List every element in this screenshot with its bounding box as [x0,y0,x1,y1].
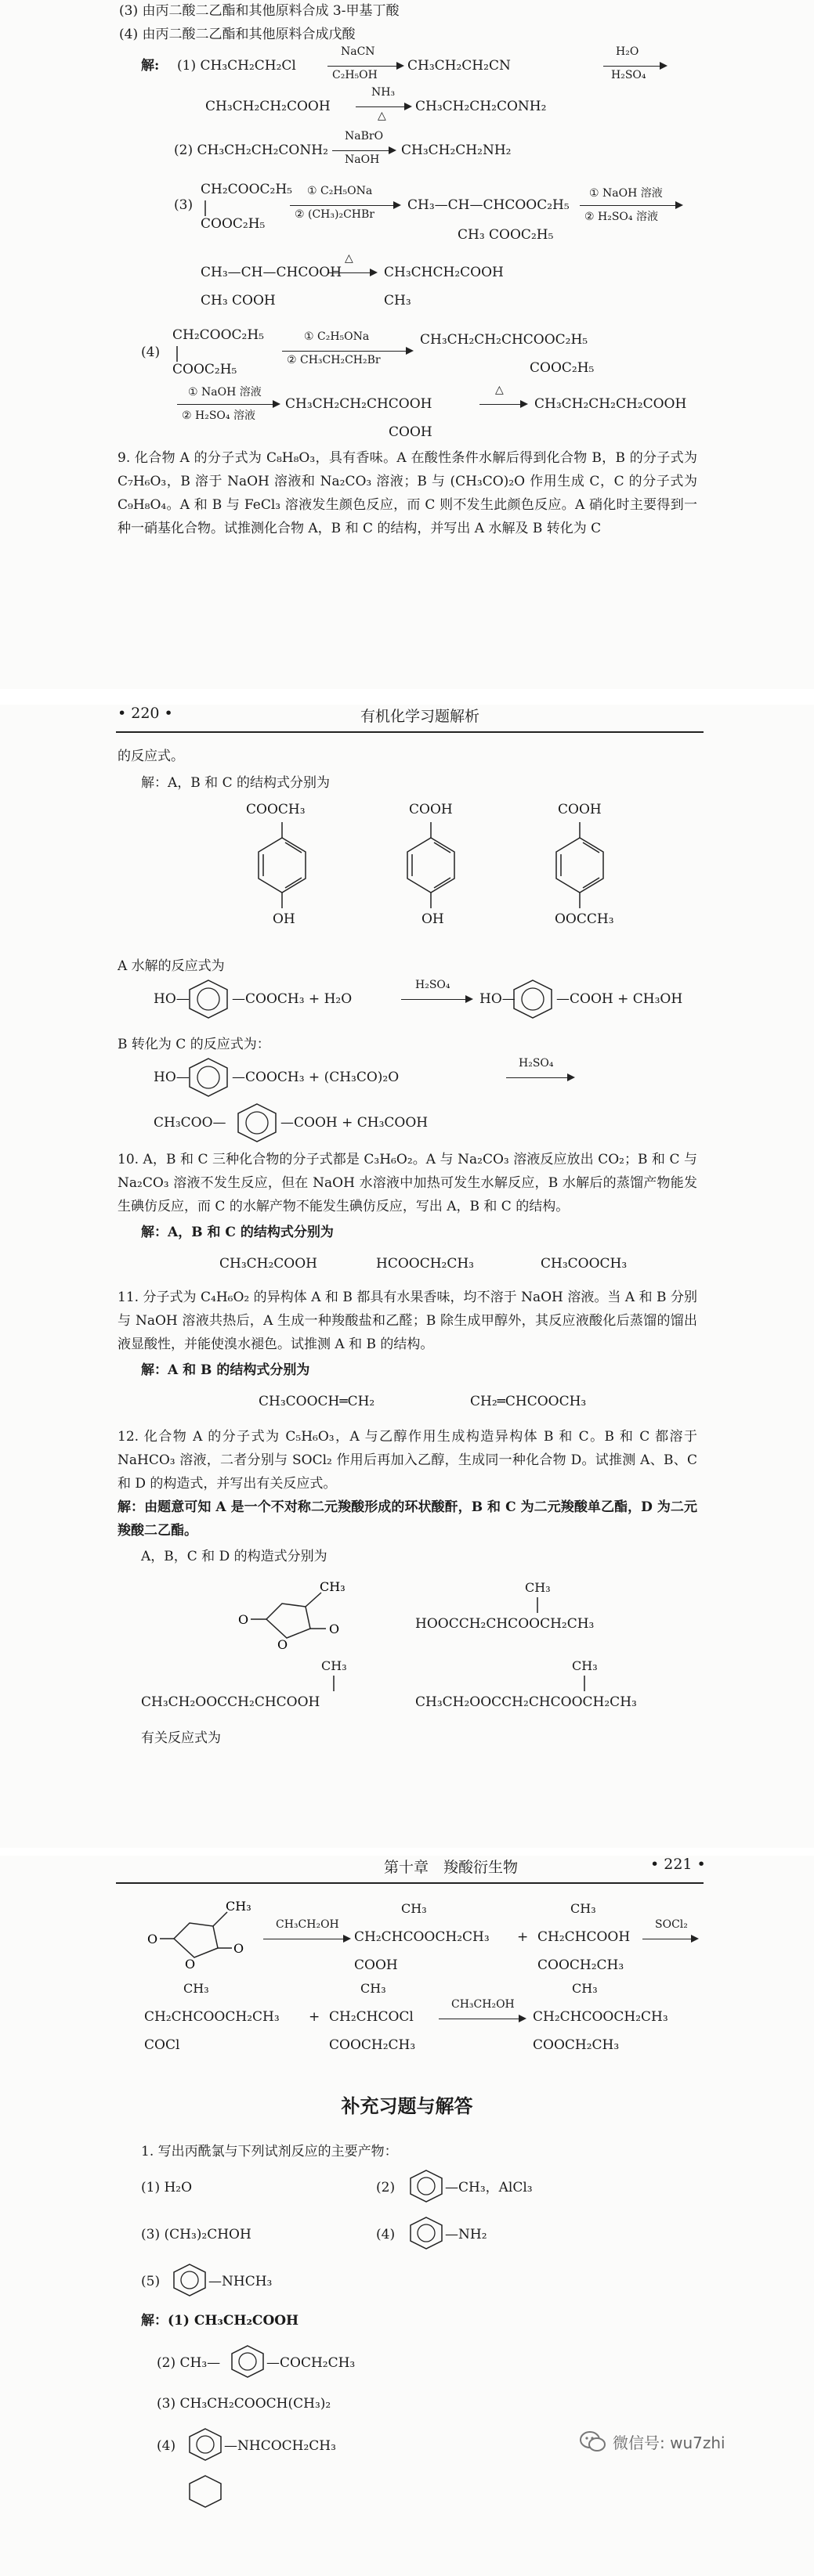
option-1: (1) H₂O [141,2180,193,2195]
abcd-label: A，B，C 和 D 的构造式分别为 [141,1549,327,1564]
question-9: 9. 化合物 A 的分子式为 C₈H₈O₃，具有香味。A 在酸性条件水解后得到化合物 B，B 的分子式为 C₇H₆O₃，B 溶于 NaOH 溶液和 Na₂CO₃ 溶液；B 与 (CH₃CO)₂O 作用生成 C，C 的分子式为 C₉H₈O₄。A 和 B 与 FeCl₃ 溶液发生颜色反应，而 C 则不发生此颜色反应。A 硝化时主要得到一种一硝基化合物。试推测化合物 A，B 和 C 的结构，并写出 A 水解及 B 转化为 C [118,450,697,536]
struct-A-top: COOCH₃ [246,802,306,817]
reaction-arrow [580,205,682,206]
benzene-ring [186,1057,230,1098]
option-5: —NHCH₃ [208,2274,273,2289]
wechat-watermark [580,2427,783,2459]
bc-products: —COOH + CH₃COOH [280,1115,429,1131]
struct-A-bottom: OH [273,911,295,927]
page-gap [0,1848,814,1856]
reaction-arrow [506,1077,573,1078]
s2-reagent-top: NaBrO [345,130,384,143]
bond-line [583,1676,586,1691]
header-rule [116,1882,704,1884]
s3-reagent-top: ① C₂H₅ONa [307,185,373,197]
bond-line [536,1597,539,1613]
r1-p1-methyl: CH₃ [401,1901,427,1916]
s4-reagent2-bottom: ② H₂SO₄ 溶液 [182,409,255,422]
r1-p1-bottom: COOH [354,1957,398,1973]
page-number: • 221 • [650,1856,706,1873]
benzene-ring [400,822,462,916]
s3-malonate-bottom: COOC₂H₅ [201,216,266,232]
bc-prod-acetyl: CH₃COO— [154,1115,226,1131]
benzene-ring [235,1102,279,1143]
svg-text:O: O [329,1622,340,1636]
s3-number: (3) [174,197,194,213]
benzene-ring [186,2427,224,2462]
hyd-products: —COOH + CH₃OH [556,991,683,1007]
r2-p2-bottom: COOCH₂CH₃ [329,2037,416,2053]
bc-ho: HO— [154,1070,190,1085]
s1-reagent2-top: H₂O [616,45,639,58]
svg-text:CH₃: CH₃ [226,1899,251,1914]
s3-reagent2-top: ① NaOH 溶液 [589,187,663,200]
reaction-arrow [327,66,403,67]
option-5-num: (5) [141,2274,161,2289]
answer-9-intro: 解：A，B 和 C 的结构式分别为 [141,775,330,791]
bc-reagent: H₂SO₄ [519,1057,554,1070]
r1-p2-methyl: CH₃ [570,1901,596,1916]
plus: + [309,2009,320,2025]
option-4-num: (4) [376,2227,396,2242]
struct-B-top: COOH [409,802,453,817]
r2-reagent: CH₃CH₂OH [451,1998,515,2011]
struct-C-bottom: OOCCH₃ [555,911,614,927]
svg-text:O: O [238,1612,249,1627]
s4-number: (4) [141,345,161,360]
question-12: 12. 化合物 A 的分子式为 C₅H₆O₃，A 与乙醇作用生成构造异构体 B 和 C。B 和 C 都溶于 NaHCO₃ 溶液，二者分别与 SOCl₂ 作用后再加入乙醇，生成同一种化合物 D。试推测 A、B、C 和 D 的构造式，并写出有关反应式。 [118,1429,697,1492]
q8-part4: (4) 由丙二酸二乙酯和其他原料合成戊酸 [119,27,356,42]
s1-acid: CH₃CH₂CH₂COOH [205,99,331,114]
supp-answer-4: —NHCOCH₂CH₃ [224,2438,336,2454]
question-10: 10. A，B 和 C 三种化合物的分子式都是 C₃H₆O₂。A 与 Na₂CO₃ 溶液反应放出 CO₂；B 和 C 与 Na₂CO₃ 溶液不发生反应，但在 NaOH 水溶液中加热可发生水解反应，B 水解后的蒸馏产物能发生碘仿反应，而 C 的水解产物不能发生碘仿反应，写出 A，B 和 C 的结构。 [118,1152,697,1214]
anhydride-structure [146,1900,255,1970]
benzene-ring [171,2263,208,2297]
s4-malonate-top: CH₂COOC₂H₅ [172,327,264,343]
s3-alkylated-bottom: CH₃ COOC₂H₅ [458,227,554,243]
s4-reagent-top: ① C₂H₅ONa [304,330,370,343]
page-221 [0,1856,814,2576]
s4-reagent-bottom: ② CH₃CH₂CH₂Br [287,354,381,366]
reaction-arrow [332,150,395,151]
supp-answer-2: —COCH₂CH₃ [266,2355,356,2371]
watermark-text: 微信号: wu7zhi [613,2433,725,2452]
benzene-ring [511,979,555,1019]
r2-p3-methyl: CH₃ [572,1981,598,1996]
page-219-bottom [0,0,814,689]
question-11: 11. 分子式为 C₄H₆O₂ 的异构体 A 和 B 都具有水果香味，均不溶于 NaOH 溶液。当 A 和 B 分别与 NaOH 溶液共热后，A 生成一种羧酸盐和乙醛；B 除生成甲醇外，其反应液酸化后蒸馏的馏出液显酸性，并能使溴水褪色。试推测 A 和 B 的结构。 [118,1290,697,1352]
s4-diacid-top: CH₃CH₂CH₂CHCOOH [285,396,432,412]
related-reactions-label: 有关反应式为 [141,1730,221,1746]
benzene-ring [407,2216,445,2250]
r2-p1: CH₂CHCOOCH₂CH₃ [144,2009,280,2025]
bc-label: B 转化为 C 的反应式为： [118,1037,270,1052]
struct-B-methyl: CH₃ [525,1580,551,1595]
r1-reagent: CH₃CH₂OH [276,1918,339,1931]
svg-text:O: O [185,1957,196,1972]
benzene-ring [229,2344,266,2379]
reaction-arrow [401,999,472,1000]
benzene-ring [407,2169,445,2203]
hyd-prod-ho: HO— [479,991,516,1007]
plus: + [517,1929,529,1945]
supp-answer-1: 解：(1) CH₃CH₂COOH [141,2313,299,2329]
s2-reactant: (2) CH₃CH₂CH₂CONH₂ [174,143,328,158]
s1-intermediate: CH₃CH₂CH₂CN [407,58,511,74]
s4-diacid-bottom: COOH [389,424,432,440]
struct-B: HOOCCH₂CHCOOCH₂CH₃ [415,1616,595,1632]
chapter-title: 第十章 羧酸衍生物 [384,1859,519,1876]
answer-11-b: CH₂═CHCOOCH₃ [470,1394,587,1409]
s3-heat: △ [345,252,353,265]
reaction-arrow [177,404,279,405]
hyd-reactants: —COOCH₃ + H₂O [232,991,353,1007]
supp-question-1: 1. 写出丙酰氯与下列试剂反应的主要产物： [141,2144,398,2159]
struct-C: CH₃CH₂OOCCH₂CHCOOH [141,1694,320,1710]
s4-product: CH₃CH₂CH₂CH₂COOH [534,396,687,412]
structure-C [533,799,642,940]
structure-A [235,799,329,940]
s4-reagent2-top: ① NaOH 溶液 [188,386,262,399]
reaction-arrow [329,272,376,273]
answer-12: 解：由题意可知 A 是一个不对称二元羧酸形成的环状酸酐，B 和 C 为二元羧酸单乙酯，D 为二元羧酸二乙酯。 [118,1499,697,1539]
supplementary-title: 补充习题与解答 [341,2095,473,2117]
svg-text:CH₃: CH₃ [320,1579,345,1594]
s1-heat: △ [378,110,386,122]
svg-text:O: O [233,1941,244,1956]
answer-label: 解: [141,58,160,74]
s4-malonate-bottom: COOC₂H₅ [172,362,237,377]
s1-reagent3-top: NH₃ [371,86,396,99]
s1-reagent-bottom: C₂H₅OH [332,69,378,81]
reaction-arrow [282,351,412,352]
answer-11-intro: 解：A 和 B 的结构式分别为 [141,1362,310,1378]
answer-10-a: CH₃CH₂COOH [219,1256,318,1272]
supp-answer-2-pre: (2) CH₃— [157,2355,221,2371]
s3-alkylated-top: CH₃—CH—CHCOOC₂H₅ [407,197,570,213]
s3-malonate-top: CH₂COOC₂H₅ [201,182,292,197]
hyd-reagent: H₂SO₄ [415,979,450,991]
option-3: (3) (CH₃)₂CHOH [141,2227,251,2242]
struct-D: CH₃CH₂OOCCH₂CHCOOCH₂CH₃ [415,1694,637,1710]
benzene-ring [186,979,230,1019]
answer-10-b: HCOOCH₂CH₃ [376,1256,475,1272]
r2-p3: CH₂CHCOOCH₂CH₃ [533,2009,668,2025]
hyd-ho: HO— [154,991,190,1007]
s3-reagent2-bottom: ② H₂SO₄ 溶液 [584,211,658,223]
struct-C-methyl: CH₃ [321,1658,347,1673]
r1-reagent2: SOCl₂ [655,1918,688,1931]
r2-p1-bottom: COCl [144,2037,180,2053]
answer-10-intro: 解：A，B 和 C 的结构式分别为 [141,1225,334,1240]
benzene-ring [186,2474,224,2509]
reaction-arrow [603,66,666,67]
answer-10-c: CH₃COOCH₃ [541,1256,628,1272]
running-title: 有机化学习题解析 [360,708,480,725]
svg-text:O: O [277,1637,288,1652]
option-2: —CH₃，AlCl₃ [445,2180,533,2195]
supp-answer-4-pre: (4) [157,2438,176,2454]
s1-reagent-top: NaCN [341,45,375,58]
r2-p1-methyl: CH₃ [183,1981,209,1996]
r2-p2: CH₂CHCOCl [329,2009,414,2025]
wechat-icon [580,2430,606,2454]
reaction-arrow [290,205,400,206]
r2-p3-bottom: COOCH₂CH₃ [533,2037,620,2053]
r1-p2-bottom: COOCH₂CH₃ [537,1957,624,1973]
svg-text:O: O [147,1932,158,1946]
bond-line [332,1676,335,1691]
q8-part3: (3) 由丙二酸二乙酯和其他原料合成 3-甲基丁酸 [119,3,400,19]
s1-reactant: (1) CH₃CH₂CH₂Cl [177,58,296,74]
hydrolysis-label: A 水解的反应式为 [118,958,225,974]
r1-p2: CH₂CHCOOH [537,1929,631,1945]
s1-reagent2-bottom: H₂SO₄ [611,69,646,81]
structure-B [384,799,478,940]
r1-p1: CH₂CHCOOCH₂CH₃ [354,1929,490,1945]
reaction-arrow [356,106,411,107]
benzene-ring [251,822,313,916]
struct-C-top: COOH [558,802,602,817]
s3-diacid-bottom: CH₃ COOH [201,293,276,308]
answer-11-a: CH₃COOCH═CH₂ [259,1394,375,1409]
anhydride-structure [235,1580,353,1651]
s2-product: CH₃CH₂CH₂NH₂ [401,143,512,158]
s2-reagent-bottom: NaOH [345,153,380,166]
s4-alkylated-top: CH₃CH₂CH₂CHCOOC₂H₅ [420,332,588,348]
s4-heat: △ [495,384,504,396]
r2-p2-methyl: CH₃ [360,1981,386,1996]
q9-continued: 的反应式。 [118,749,184,764]
struct-B-bottom: OH [421,911,444,927]
s1-amide: CH₃CH₂CH₂CONH₂ [415,99,547,114]
benzene-ring [548,822,611,916]
s3-diacid-top: CH₃—CH—CHCOOH [201,265,342,280]
option-2-num: (2) [376,2180,396,2195]
reaction-arrow [479,404,526,405]
page-220 [0,705,814,1848]
s3-reagent-bottom: ② (CH₃)₂CHBr [295,208,374,221]
struct-D-methyl: CH₃ [572,1658,598,1673]
header-rule [116,731,704,733]
supp-answer-3: (3) CH₃CH₂COOCH(CH₃)₂ [157,2396,331,2412]
s4-alkylated-bottom: COOC₂H₅ [530,360,595,376]
s3-product-top: CH₃CHCH₂COOH [384,265,504,280]
option-4: —NH₂ [445,2227,487,2242]
bc-reactants: —COOCH₃ + (CH₃CO)₂O [232,1070,400,1085]
page-number: • 220 • [118,705,173,722]
s3-product-bottom: CH₃ [384,293,411,308]
